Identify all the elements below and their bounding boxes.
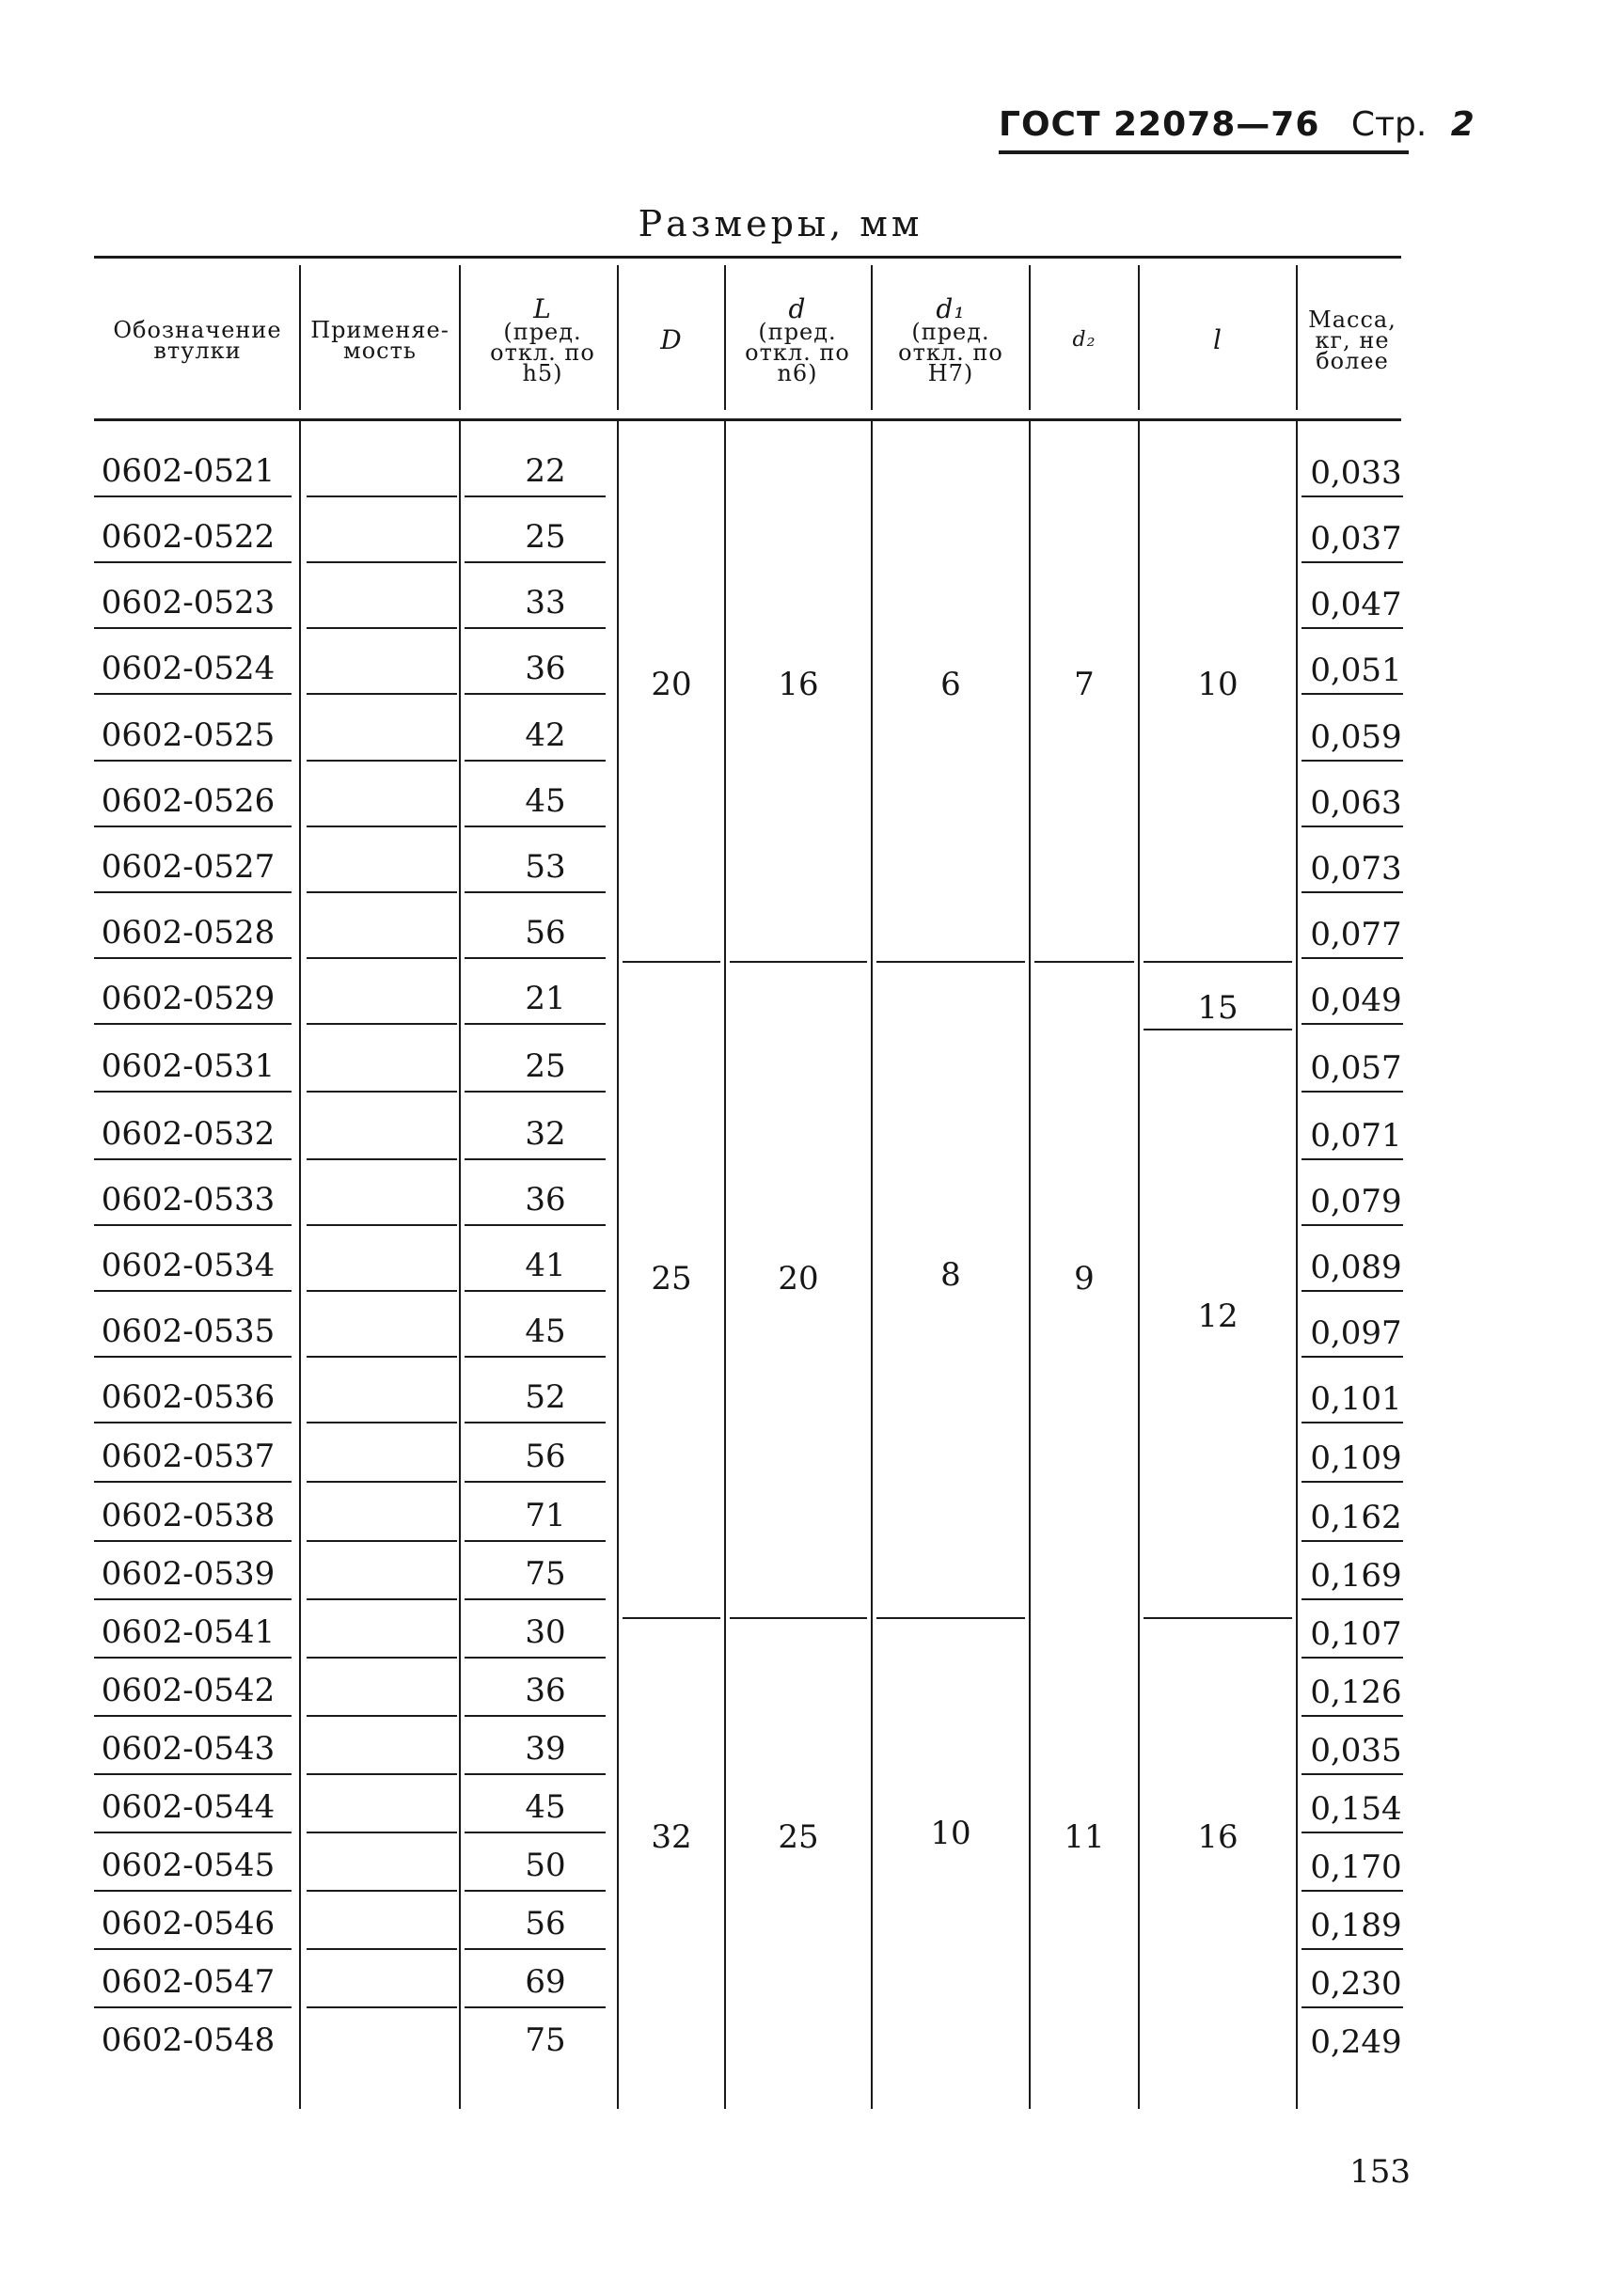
rule-length — [465, 1657, 606, 1659]
rule-mass — [1301, 1422, 1403, 1423]
header-col-divider — [459, 265, 461, 410]
row-designation: 0602-0527 — [101, 848, 276, 886]
row-length: 25 — [525, 1047, 566, 1085]
rule-mass — [1301, 957, 1403, 959]
group-1-D: 20 — [651, 666, 692, 703]
row-length: 39 — [525, 1730, 566, 1768]
row-length: 75 — [525, 1555, 566, 1593]
row-designation: 0602-0546 — [101, 1905, 276, 1942]
row-designation: 0602-0536 — [101, 1378, 276, 1416]
header-col-divider — [1029, 265, 1031, 410]
group-rule — [623, 1617, 720, 1619]
rule-designation — [94, 1224, 292, 1226]
rule-designation — [94, 2006, 292, 2008]
row-mass: 0,037 — [1310, 520, 1402, 558]
group-2-d: 20 — [778, 1260, 819, 1297]
row-length: 41 — [525, 1247, 566, 1284]
standard-number: ГОСТ 22078—76 — [999, 105, 1320, 144]
row-length: 32 — [525, 1115, 566, 1153]
rule-length — [465, 495, 606, 497]
row-length: 56 — [525, 1905, 566, 1942]
header-symbol: d₁ — [936, 293, 966, 324]
group-3-d1: 10 — [930, 1815, 971, 1852]
row-length: 36 — [525, 1672, 566, 1709]
header-mass — [1300, 278, 1405, 402]
row-designation: 0602-0545 — [101, 1847, 276, 1884]
row-length: 56 — [525, 914, 566, 951]
rule-designation — [94, 1948, 292, 1950]
rule-applicability — [307, 1832, 457, 1833]
rule-length — [465, 627, 606, 629]
rule-designation — [94, 1091, 292, 1093]
header-col-divider — [299, 265, 301, 410]
header-label: (пред. откл. по n6) — [745, 319, 850, 386]
group-2-l-rest: 12 — [1197, 1297, 1238, 1335]
group-1-l: 10 — [1197, 666, 1238, 703]
rule-applicability — [307, 1598, 457, 1600]
row-designation: 0602-0535 — [101, 1313, 276, 1350]
rule-mass — [1301, 1715, 1403, 1717]
rule-applicability — [307, 1657, 457, 1659]
row-mass: 0,071 — [1310, 1117, 1402, 1155]
rule-applicability — [307, 561, 457, 563]
row-designation: 0602-0537 — [101, 1438, 276, 1475]
rule-designation — [94, 1715, 292, 1717]
row-mass: 0,169 — [1310, 1557, 1402, 1595]
rule-designation — [94, 693, 292, 695]
rule-mass — [1301, 627, 1403, 629]
rule-applicability — [307, 760, 457, 762]
row-length: 71 — [525, 1497, 566, 1534]
col-divider — [1029, 421, 1031, 2109]
rule-mass — [1301, 561, 1403, 563]
row-designation: 0602-0524 — [101, 650, 276, 687]
row-mass: 0,107 — [1310, 1615, 1402, 1653]
rule-designation — [94, 826, 292, 827]
row-mass: 0,230 — [1310, 1965, 1402, 2003]
rule-designation — [94, 1290, 292, 1292]
rule-applicability — [307, 826, 457, 827]
group-rule — [1034, 961, 1134, 963]
rule-mass — [1301, 1890, 1403, 1892]
header-applicability — [302, 278, 458, 402]
rule-applicability — [307, 1356, 457, 1358]
rule-applicability — [307, 1715, 457, 1717]
header-outer-diameter — [621, 278, 722, 402]
row-mass: 0,126 — [1310, 1674, 1402, 1711]
page-number: 153 — [1349, 2153, 1411, 2191]
rule-length — [465, 1890, 606, 1892]
rule-mass — [1301, 891, 1403, 893]
header-col-divider — [1296, 265, 1298, 410]
rule-length — [465, 1023, 606, 1025]
row-mass: 0,063 — [1310, 784, 1402, 822]
row-designation: 0602-0523 — [101, 584, 276, 621]
row-length: 36 — [525, 650, 566, 687]
row-designation: 0602-0541 — [101, 1613, 276, 1651]
row-mass: 0,049 — [1310, 982, 1402, 1019]
rule-mass — [1301, 1224, 1403, 1226]
row-mass: 0,059 — [1310, 718, 1402, 756]
row-designation: 0602-0548 — [101, 2021, 276, 2059]
group-3-D: 32 — [651, 1818, 692, 1856]
group-rule — [623, 961, 720, 963]
rule-mass — [1301, 495, 1403, 497]
table-top-rule — [94, 256, 1401, 259]
row-designation: 0602-0543 — [101, 1730, 276, 1768]
rule-mass — [1301, 1481, 1403, 1483]
rule-length — [465, 693, 606, 695]
row-mass: 0,162 — [1310, 1499, 1402, 1536]
rule-mass — [1301, 1948, 1403, 1950]
rule-designation — [94, 891, 292, 893]
group-rule — [1144, 961, 1292, 963]
rule-mass — [1301, 1023, 1403, 1025]
header-col-divider — [724, 265, 726, 410]
header-col-divider — [1138, 265, 1140, 410]
rule-applicability — [307, 1773, 457, 1775]
header-label: Применяе-мость — [310, 317, 450, 364]
header-symbol: D — [660, 324, 683, 355]
row-designation: 0602-0529 — [101, 980, 276, 1017]
rule-length — [465, 826, 606, 827]
header-symbol: L — [533, 293, 552, 324]
rule-designation — [94, 1422, 292, 1423]
rule-designation — [94, 1598, 292, 1600]
rule-mass — [1301, 1773, 1403, 1775]
group-2-D: 25 — [651, 1260, 692, 1297]
col-divider — [459, 421, 461, 2109]
group-2-l-first: 15 — [1197, 989, 1238, 1027]
row-length: 50 — [525, 1847, 566, 1884]
row-designation: 0602-0525 — [101, 716, 276, 754]
rule-length — [465, 1948, 606, 1950]
group-2-d2: 9 — [1074, 1260, 1095, 1297]
row-designation: 0602-0544 — [101, 1788, 276, 1826]
col-divider — [871, 421, 873, 2109]
row-designation: 0602-0533 — [101, 1181, 276, 1219]
row-length: 69 — [525, 1963, 566, 2001]
row-length: 42 — [525, 716, 566, 754]
rule-applicability — [307, 495, 457, 497]
rule-length — [465, 957, 606, 959]
rule-length — [465, 1715, 606, 1717]
group-3-d: 25 — [778, 1818, 819, 1856]
header-label: Масса, кг, не более — [1308, 307, 1396, 374]
rule-designation — [94, 1540, 292, 1542]
rule-length — [465, 760, 606, 762]
header-col-divider — [871, 265, 873, 410]
row-designation: 0602-0526 — [101, 782, 276, 820]
group-1-d: 16 — [778, 666, 819, 703]
header-col-divider — [617, 265, 619, 410]
rule-applicability — [307, 1948, 457, 1950]
rule-applicability — [307, 1158, 457, 1160]
row-length: 52 — [525, 1378, 566, 1416]
rule-length — [465, 2006, 606, 2008]
header-symbol: d₂ — [1072, 328, 1096, 352]
row-length: 22 — [525, 452, 566, 490]
row-length: 21 — [525, 980, 566, 1017]
row-mass: 0,249 — [1310, 2023, 1402, 2061]
header-label: Обозначение втулки — [113, 317, 282, 364]
row-mass: 0,057 — [1310, 1049, 1402, 1087]
col-divider — [1138, 421, 1140, 2109]
rule-applicability — [307, 957, 457, 959]
row-designation: 0602-0528 — [101, 914, 276, 951]
row-length: 75 — [525, 2021, 566, 2059]
header-symbol: d — [788, 293, 807, 324]
rule-applicability — [307, 1091, 457, 1093]
row-length: 36 — [525, 1181, 566, 1219]
row-designation: 0602-0539 — [101, 1555, 276, 1593]
rule-mass — [1301, 693, 1403, 695]
group-rule — [876, 961, 1025, 963]
group-2-d1: 8 — [940, 1256, 961, 1294]
group-3-d2: 11 — [1064, 1818, 1105, 1856]
header-symbol: l — [1213, 324, 1223, 355]
group-rule — [730, 961, 867, 963]
rule-applicability — [307, 1540, 457, 1542]
row-mass: 0,089 — [1310, 1249, 1402, 1286]
rule-length — [465, 1290, 606, 1292]
table-caption: Размеры, мм — [638, 203, 923, 244]
col-divider — [299, 421, 301, 2109]
col-divider — [724, 421, 726, 2109]
rule-length — [465, 1832, 606, 1833]
rule-length — [465, 1422, 606, 1423]
row-mass: 0,189 — [1310, 1907, 1402, 1944]
row-length: 53 — [525, 848, 566, 886]
row-length: 45 — [525, 1788, 566, 1826]
row-mass: 0,051 — [1310, 652, 1402, 689]
rule-length — [465, 1598, 606, 1600]
row-mass: 0,170 — [1310, 1848, 1402, 1886]
rule-mass — [1301, 1091, 1403, 1093]
rule-designation — [94, 1832, 292, 1833]
rule-designation — [94, 1158, 292, 1160]
row-mass: 0,079 — [1310, 1183, 1402, 1220]
row-designation: 0602-0531 — [101, 1047, 276, 1085]
rule-mass — [1301, 1832, 1403, 1833]
rule-applicability — [307, 2006, 457, 2008]
group-1-d1: 6 — [940, 666, 961, 703]
rule-length — [465, 1158, 606, 1160]
rule-length — [465, 561, 606, 563]
row-length: 45 — [525, 1313, 566, 1350]
rule-designation — [94, 495, 292, 497]
rule-designation — [94, 561, 292, 563]
rule-designation — [94, 1481, 292, 1483]
page-index: 2 — [1450, 105, 1475, 144]
rule-mass — [1301, 1540, 1403, 1542]
rule-mass — [1301, 1356, 1403, 1358]
rule-length — [465, 1773, 606, 1775]
rule-applicability — [307, 1224, 457, 1226]
group-rule — [730, 1617, 867, 1619]
header-length — [481, 278, 604, 402]
row-length: 45 — [525, 782, 566, 820]
rule-designation — [94, 1657, 292, 1659]
rule-applicability — [307, 1290, 457, 1292]
group-rule — [1144, 1029, 1292, 1030]
header-length-l — [1142, 278, 1294, 402]
rule-mass — [1301, 1290, 1403, 1292]
rule-applicability — [307, 693, 457, 695]
header-label: (пред. откл. по H7) — [898, 319, 1003, 386]
row-mass: 0,033 — [1310, 454, 1402, 492]
row-mass: 0,073 — [1310, 850, 1402, 888]
rule-applicability — [307, 891, 457, 893]
group-3-l: 16 — [1197, 1818, 1238, 1856]
rule-mass — [1301, 826, 1403, 827]
row-mass: 0,101 — [1310, 1380, 1402, 1418]
row-designation: 0602-0521 — [101, 452, 276, 490]
row-designation: 0602-0542 — [101, 1672, 276, 1709]
row-length: 30 — [525, 1613, 566, 1651]
rule-length — [465, 1091, 606, 1093]
header-bottom-rule — [94, 418, 1401, 421]
row-mass: 0,154 — [1310, 1790, 1402, 1828]
rule-applicability — [307, 1422, 457, 1423]
row-length: 25 — [525, 518, 566, 556]
group-rule — [1144, 1617, 1292, 1619]
rule-designation — [94, 1890, 292, 1892]
rule-mass — [1301, 1598, 1403, 1600]
group-1-d2: 7 — [1074, 666, 1095, 703]
header-designation — [98, 278, 297, 402]
page-label: Стр. — [1350, 105, 1428, 144]
row-mass: 0,035 — [1310, 1732, 1402, 1769]
rule-applicability — [307, 627, 457, 629]
header-diameter-d2 — [1033, 278, 1136, 402]
rule-mass — [1301, 760, 1403, 762]
row-mass: 0,047 — [1310, 586, 1402, 623]
row-designation: 0602-0532 — [101, 1115, 276, 1153]
row-designation: 0602-0538 — [101, 1497, 276, 1534]
rule-length — [465, 891, 606, 893]
rule-designation — [94, 1356, 292, 1358]
rule-mass — [1301, 1158, 1403, 1160]
rule-applicability — [307, 1481, 457, 1483]
row-length: 33 — [525, 584, 566, 621]
row-mass: 0,109 — [1310, 1439, 1402, 1477]
rule-mass — [1301, 1657, 1403, 1659]
rule-length — [465, 1540, 606, 1542]
row-designation: 0602-0534 — [101, 1247, 276, 1284]
row-designation: 0602-0522 — [101, 518, 276, 556]
rule-designation — [94, 760, 292, 762]
rule-designation — [94, 1023, 292, 1025]
group-rule — [876, 1617, 1025, 1619]
row-designation: 0602-0547 — [101, 1963, 276, 2001]
rule-length — [465, 1224, 606, 1226]
row-mass: 0,097 — [1310, 1314, 1402, 1352]
header-rule — [999, 150, 1409, 154]
rule-length — [465, 1481, 606, 1483]
row-mass: 0,077 — [1310, 916, 1402, 953]
header-diameter-d1 — [880, 278, 1021, 402]
rule-designation — [94, 1773, 292, 1775]
rule-applicability — [307, 1023, 457, 1025]
header-label: (пред. откл. по h5) — [490, 319, 595, 386]
rule-mass — [1301, 2006, 1403, 2008]
rule-applicability — [307, 1890, 457, 1892]
rule-designation — [94, 957, 292, 959]
row-length: 56 — [525, 1438, 566, 1475]
header-diameter-d — [734, 278, 861, 402]
standard-header — [999, 98, 1475, 152]
rule-designation — [94, 627, 292, 629]
rule-length — [465, 1356, 606, 1358]
